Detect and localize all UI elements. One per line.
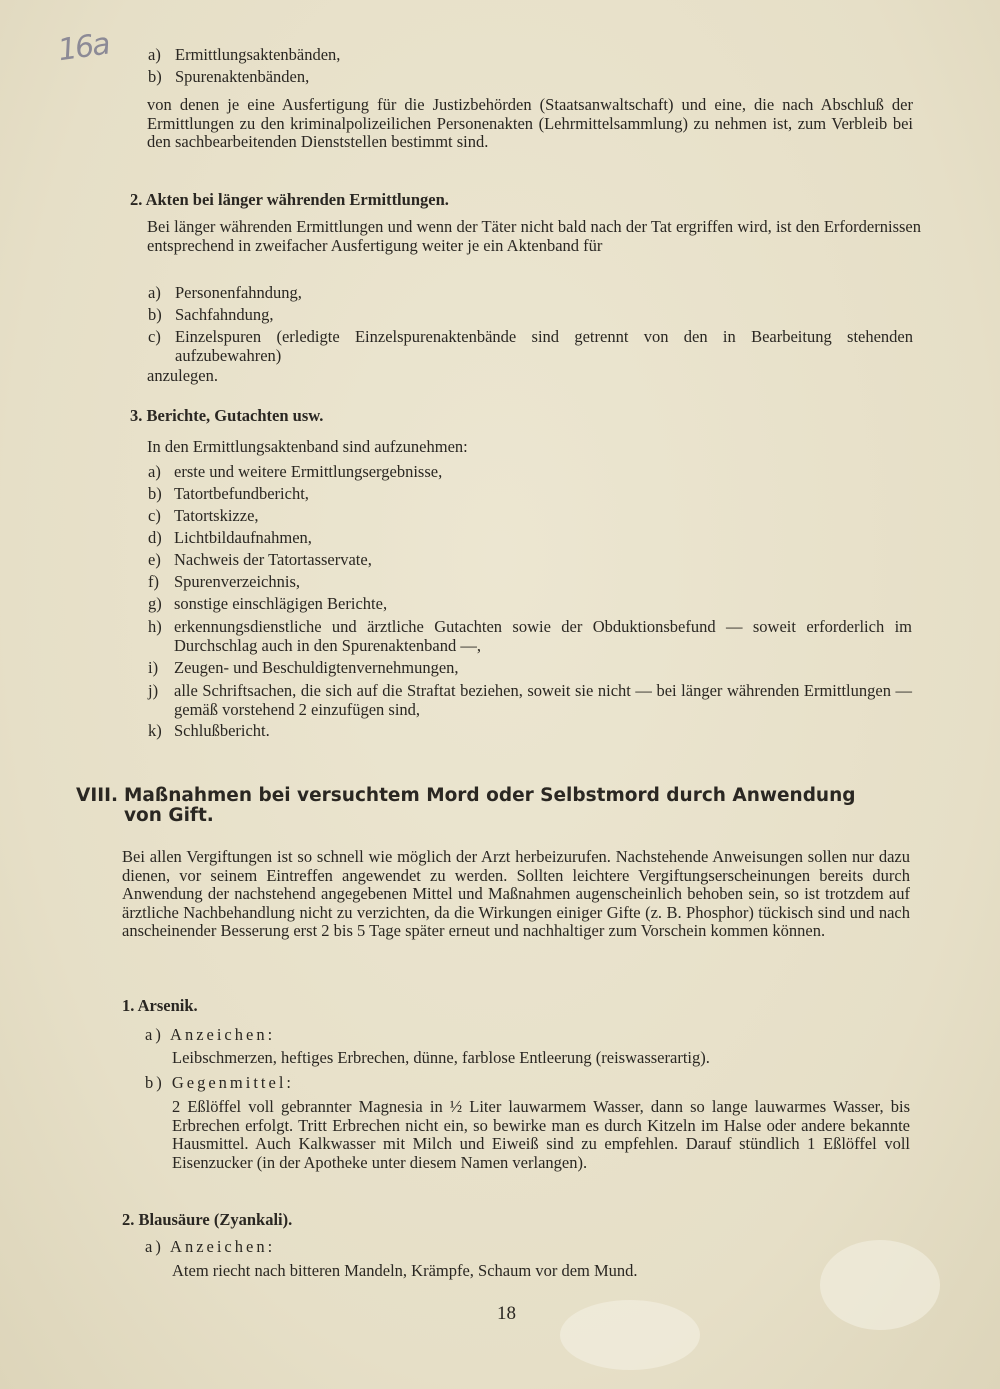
- section-closing: anzulegen.: [147, 366, 219, 385]
- section-intro: In den Ermittlungsaktenband sind aufzunehmen:: [147, 437, 468, 456]
- list-item: c) Einzelspuren (erledigte Einzelspurenaktenbände sind getrennt von den in Bearbeitung stehenden aufzubewahren): [148, 327, 913, 365]
- handwritten-margin-note: 16a: [55, 26, 111, 69]
- document-page: 16a a) Ermittlungsaktenbänden, b) Spurenaktenbänden, von denen je eine Ausfertigung für die Justizbehörden (Staatsanwaltschaft) und eine, die nach Abschluß der Ermittlungen zu den kriminalpolizeilichen Personenakten (Lehrmittelsammlung) zu nehmen ist, zum Verbleib bei den sachbearbeitenden Dienststellen bestimmt sind. 2. Akten bei länger währenden Ermittlungen. Bei länger währenden Ermittlungen und wenn der Täter nicht bald nach der Tat ergriffen wird, ist den Erfordernissen entsprechend in zweifacher Ausfertigung weiter je ein Aktenband für a) Personenfahndung, b) Sachfahndung, c) Einzelspuren (erledigte Einzelspurenaktenbände sind getrennt von den in Bearbeitung stehenden aufzubewahren) anzulegen. 3. Berichte, Gutachten usw. In den Ermittlungsaktenband sind aufzunehmen: a) erste und weitere Ermittlungsergebnisse, b) Tatortbefundbericht, c) Tatortskizze, d) Lichtbildaufnahmen, e) Nachweis der Tatortasservate, f) Spurenverzeichnis, g) sonstige einschlägigen Berichte, h) erkennungsdienstliche und ärztliche Gutachten sowie der Obduktionsbefund — soweit erforderlich im Durchschlag auch in den Spurenaktenband —, i) Zeugen- und Beschuldigtenvernehmungen, j) alle Schriftsachen, die sich auf die Straftat beziehen, soweit sie nicht — bei länger währenden Ermittlungen — gemäß vorstehend 2 einzufügen sind, k) Schlußbericht. VIII. Maßnahmen bei versuchtem Mord oder Selbstmord durch Anwendung von Gift. Bei allen Vergiftungen ist so schnell wie möglich der Arzt herbeizurufen. Nachstehende Anweisungen sollen nur dazu dienen, vor seinem Eintreffen angewendet zu werden. Sollten leichtere Vergiftungserscheinungen bereits durch Anwendung der nachstehend angegebenen Mittel und Maßnahmen augenscheinlich behoben sein, so ist trotzdem auf ärztliche Nachbehandlung nicht zu verzichten, da die Wirkungen einiger Gifte (z. B. Phosphor) tückisch sind und nach anscheinender Besserung erst 2 bis 5 Tage später erneut und nachhaltiger zum Vorschein kommen können. 1. Arsenik. a) Anzeichen: Leibschmerzen, heftiges Erbrechen, dünne, farblose Entleerung (reiswasserartig). b) Gegenmittel: 2 Eßlöffel voll gebrannter Magnesia in ½ Liter lauwarmem Wasser, dann so lange lauwarmes Wasser, bis Erbrechen erfolgt. Tritt Erbrechen nicht ein, so bewirke man es durch Kitzeln im Halse oder andere bekannte Hausmittel. Auch Kalkwasser mit Milch und Eiweiß sind zu empfehlen. Darauf stündlich 1 Eßlöffel voll Eisenzucker (in der Apotheke unter diesem Namen verlangen). 2. Blausäure (Zyankali). a) Anzeichen: Atem riecht nach bitteren Mandeln, Krämpfe, Schaum vor dem Mund. 18: [0, 0, 1000, 1389]
- section-intro: Bei länger währenden Ermittlungen und wenn der Täter nicht bald nach der Tat ergriffen wird, ist den Erfordernissen entsprechend in zweifacher Ausfertigung weiter je ein Aktenband für: [147, 217, 921, 255]
- remedy-label: b) Gegenmittel:: [145, 1073, 295, 1092]
- list-item: h) erkennungsdienstliche und ärztliche Gutachten sowie der Obduktionsbefund — soweit erforderlich im Durchschlag auch in den Spurenaktenband —,: [148, 617, 912, 655]
- poison-heading: 2. Blausäure (Zyankali).: [122, 1210, 293, 1229]
- poison-heading: 1. Arsenik.: [122, 996, 198, 1015]
- symptoms-label: a) Anzeichen:: [145, 1237, 276, 1256]
- symptoms-text: Atem riecht nach bitteren Mandeln, Krämpfe, Schaum vor dem Mund.: [172, 1261, 638, 1280]
- page-number: 18: [497, 1303, 516, 1324]
- top-paragraph: von denen je eine Ausfertigung für die Justizbehörden (Staatsanwaltschaft) und eine, die nach Abschluß der Ermittlungen zu den kriminalpolizeilichen Personenakten (Lehrmittelsammlung) zu nehmen ist, zum Verbleib bei den sachbearbeitenden Dienststellen bestimmt sind.: [147, 95, 913, 151]
- section-heading: 3. Berichte, Gutachten usw.: [130, 406, 324, 425]
- section-heading: 2. Akten bei länger währenden Ermittlungen.: [130, 190, 449, 209]
- paper-stain: [560, 1300, 700, 1370]
- remedy-text: 2 Eßlöffel voll gebrannter Magnesia in ½ Liter lauwarmem Wasser, dann so lange lauwarmes Wasser, bis Erbrechen erfolgt. Tritt Erbrechen nicht ein, so bewirke man es durch Kitzeln im Halse oder andere bekannte Hausmittel. Auch Kalkwasser mit Milch und Eiweiß sind zu empfehlen. Darauf stündlich 1 Eßlöffel voll Eisenzucker (in der Apotheke unter diesem Namen verlangen).: [172, 1097, 910, 1172]
- chapter-intro: Bei allen Vergiftungen ist so schnell wie möglich der Arzt herbeizurufen. Nachstehende Anweisungen sollen nur dazu dienen, vor seinem Eintreffen angewendet zu werden. Sollten leichtere Vergiftungserscheinungen bereits durch Anwendung der nachstehend angegebenen Mittel und Maßnahmen augenscheinlich behoben sein, so ist trotzdem auf ärztliche Nachbehandlung nicht zu verzichten, da die Wirkungen einiger Gifte (z. B. Phosphor) tückisch sind und nach anscheinender Besserung erst 2 bis 5 Tage später erneut und nachhaltiger zum Vorschein kommen können.: [122, 847, 910, 940]
- list-item: j) alle Schriftsachen, die sich auf die Straftat beziehen, soweit sie nicht — bei länger währenden Ermittlungen — gemäß vorstehend 2 einzufügen sind,: [148, 681, 912, 719]
- paper-stain: [820, 1240, 940, 1330]
- chapter-title: Maßnahmen bei versuchtem Mord oder Selbstmord durch Anwendung von Gift.: [124, 785, 856, 826]
- symptoms-text: Leibschmerzen, heftiges Erbrechen, dünne, farblose Entleerung (reiswasserartig).: [172, 1048, 710, 1067]
- symptoms-label: a) Anzeichen:: [145, 1025, 276, 1044]
- chapter-number: VIII.: [76, 785, 118, 806]
